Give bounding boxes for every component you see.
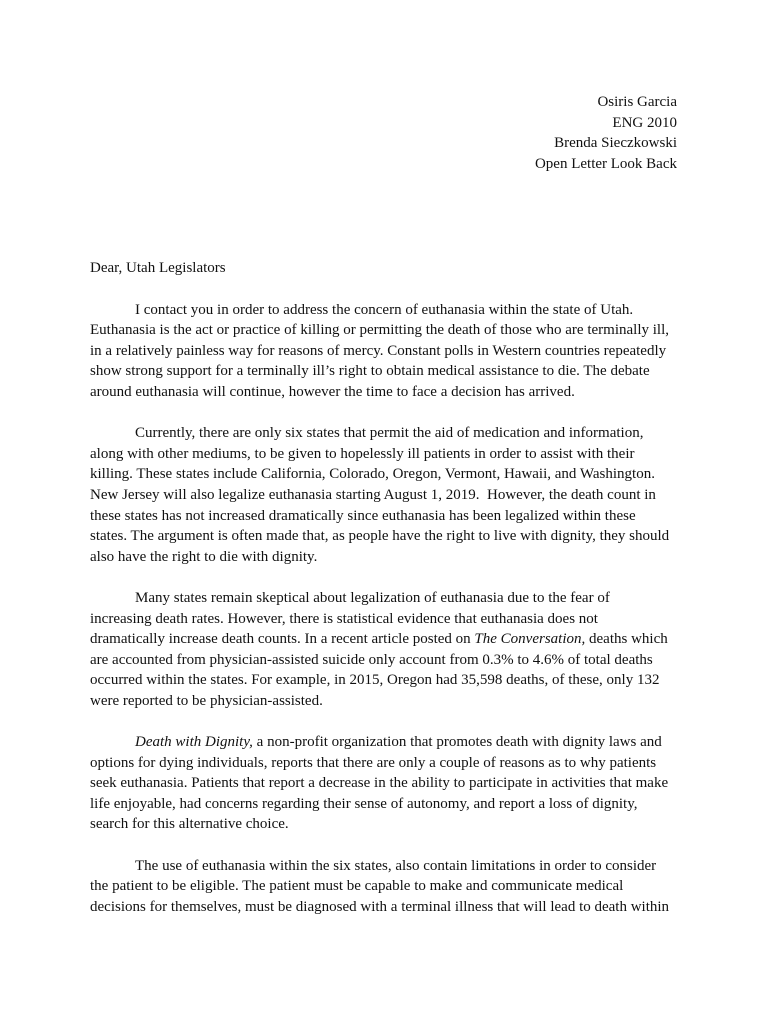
publication-title: The Conversation,	[474, 631, 586, 648]
paragraph-line: decisions for themselves, must be diagnosed with a terminal illness that will lead to death within	[90, 898, 670, 915]
paragraph-line: around euthanasia will continue, however the time to face a decision has arrived.	[90, 383, 575, 400]
salutation: Dear, Utah Legislators	[90, 260, 226, 276]
paragraph-line: search for this alternative choice.	[90, 816, 289, 833]
paragraph-line: New Jersey will also legalize euthanasia starting August 1, 2019. However, the death count in	[90, 486, 656, 503]
paragraph-line: show strong support for a terminally ill’s right to obtain medical assistance to die. The debate	[90, 363, 650, 380]
paragraph-2	[90, 423, 680, 567]
letter-body	[90, 258, 680, 917]
organization-name: Death with Dignity,	[135, 734, 253, 751]
paragraph-4	[90, 732, 680, 835]
paragraph-line: The use of euthanasia within the six states, also contain limitations in order to consider	[135, 857, 657, 874]
paragraph-3	[90, 588, 680, 712]
paragraph-line: occurred within the states. For example, in 2015, Oregon had 35,598 deaths, of these, only 132	[90, 672, 660, 689]
text-run: dramatically increase death counts. In a recent article posted on	[90, 631, 475, 648]
paragraph-line: I contact you in order to address the concern of euthanasia within the state of Utah.	[135, 301, 634, 318]
paragraph-line: life enjoyable, had concerns regarding their sense of autonomy, and report a loss of dignity,	[90, 795, 638, 812]
paragraph-line: killing. These states include California, Colorado, Oregon, Vermont, Hawaii, and Washington.	[90, 466, 655, 483]
paragraph-line: options for dying individuals, reports that there are only a couple of reasons as to why patients	[90, 754, 657, 771]
paragraph-line: along with other mediums, to be given to hopelessly ill patients in order to assist with their	[90, 445, 635, 462]
paragraph-line: are accounted from physician-assisted suicide only account from 0.3% to 4.6% of total deaths	[90, 651, 653, 668]
instructor-name: Brenda Sieczkowski	[554, 135, 677, 152]
author-name: Osiris Garcia	[597, 94, 677, 110]
paragraph-1	[90, 300, 680, 403]
paragraph-line: seek euthanasia. Patients that report a decrease in the ability to participate in activities that make	[90, 775, 669, 792]
paragraph-line: in a relatively painless way for reasons of mercy. Constant polls in Western countries repeatedly	[90, 342, 667, 359]
paragraph-line: states. The argument is often made that, as people have the right to live with dignity, they should	[90, 528, 670, 545]
paragraph-line: the patient to be eligible. The patient must be capable to make and communicate medical	[90, 878, 624, 895]
paragraph-line: were reported to be physician-assisted.	[90, 692, 323, 709]
paragraph-line: also have the right to die with dignity.	[90, 548, 318, 565]
paragraph-line: increasing death rates. However, there is statistical evidence that euthanasia does not	[90, 610, 598, 627]
letter-header	[535, 92, 677, 174]
text-run: a non-profit organization that promotes death with dignity laws and	[252, 734, 662, 751]
assignment-title: Open Letter Look Back	[534, 155, 677, 172]
text-run: deaths which	[585, 631, 668, 648]
paragraph-5	[90, 856, 680, 918]
paragraph-line: Euthanasia is the act or practice of killing or permitting the death of those who are terminally ill,	[90, 322, 669, 339]
paragraph-line	[90, 732, 680, 753]
course-code: ENG 2010	[612, 114, 677, 131]
paragraph-line: Currently, there are only six states that permit the aid of medication and information,	[135, 425, 644, 442]
paragraph-line: Many states remain skeptical about legalization of euthanasia due to the fear of	[135, 589, 610, 606]
paragraph-line	[90, 629, 680, 650]
paragraph-line: these states has not increased dramatically since euthanasia has been legalized within these	[90, 507, 636, 524]
